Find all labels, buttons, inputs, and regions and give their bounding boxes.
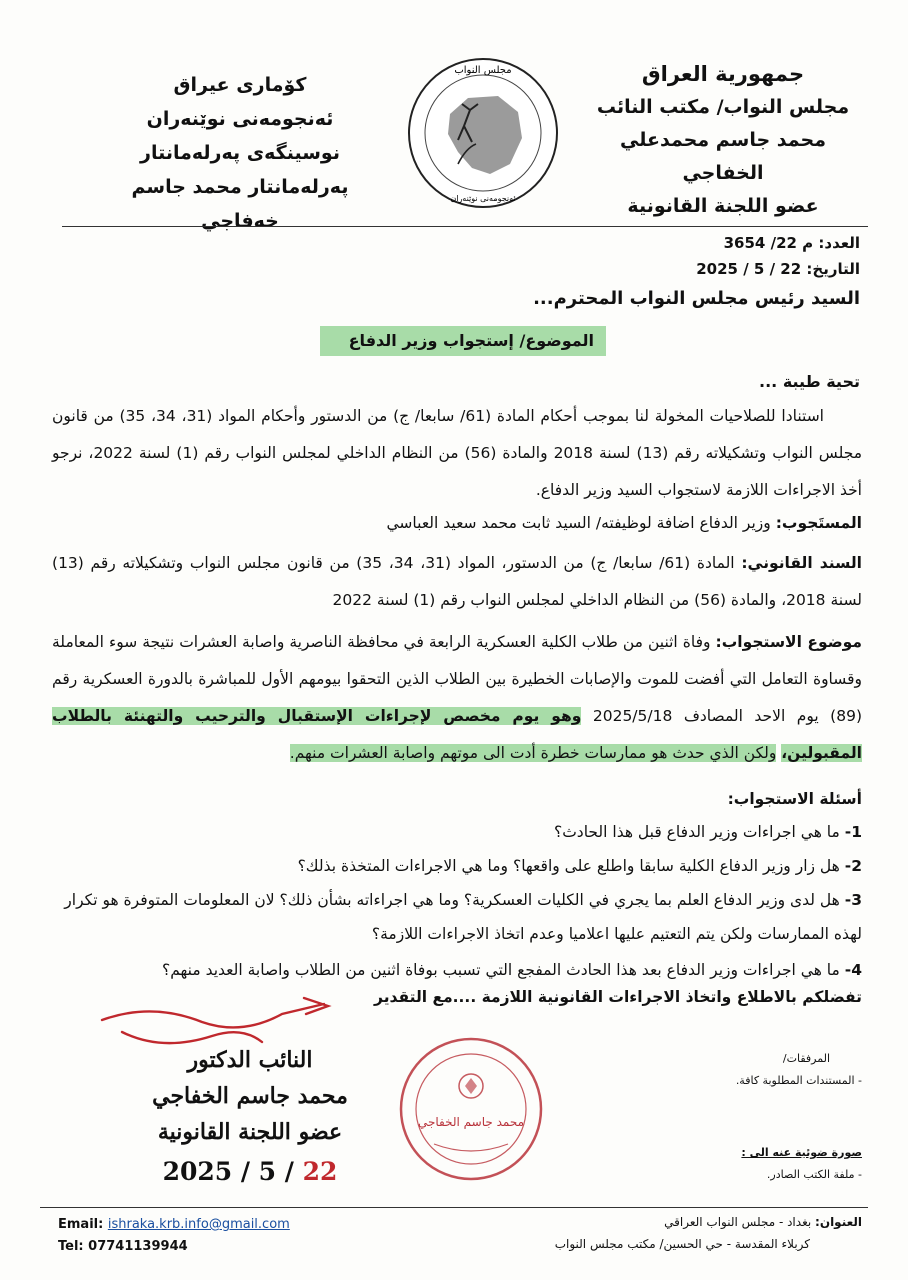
footer-contact xyxy=(58,1214,290,1258)
stamp-name: محمد جاسم الخفاجي xyxy=(417,1115,525,1129)
questions-title: أسئلة الاستجواب: xyxy=(727,790,862,808)
header-mp-name: محمد جاسم محمدعلي الخفاجي xyxy=(620,129,826,184)
address-line-1: بغداد - مجلس النواب العراقي xyxy=(664,1215,812,1229)
question-2 xyxy=(52,849,862,883)
question-text: هل زار وزير الدفاع الكلية سابقا واطلع على واقعها؟ وما هي الاجراءات المتخذة بذلك؟ xyxy=(297,857,840,875)
attachments-label: المرفقات/ xyxy=(782,1052,830,1065)
question-number: 4- xyxy=(844,961,862,979)
question-text: ما هي اجراءات وزير الدفاع بعد هذا الحادث المفجع التي تسبب بوفاة اثنين من الطلاب واصابة العديد منهم؟ xyxy=(161,961,840,979)
signature-date-printed: 2025 / 5 / xyxy=(162,1157,294,1186)
topic-text-2: ولكن الذي حدث هو ممارسات خطرة أدت الى موتهم واصابة العشرات منهم. xyxy=(289,744,777,762)
signature-date-handwritten: 22 xyxy=(302,1157,338,1186)
header-ku-country: كۆماری عیراق xyxy=(173,74,307,96)
email-link[interactable]: ishraka.krb.info@gmail.com xyxy=(107,1217,290,1232)
header-divider xyxy=(62,226,868,227)
ref-number xyxy=(724,234,860,252)
signer-title: النائب الدكتور xyxy=(187,1047,313,1073)
topic-paragraph xyxy=(52,624,862,772)
header-ku-office: نوسینگەی پەرلەمانتار xyxy=(140,142,340,164)
signature-block xyxy=(120,1042,380,1190)
address-label: العنوان: xyxy=(815,1215,862,1229)
legal-label: السند القانوني: xyxy=(741,554,862,572)
question-text: هل لدى وزير الدفاع العلم بما يجري في الكليات العسكرية؟ وما هي اجراءاته بشأن ذلك؟ لان المعلومات المتوفرة هو تكرار لهذه الممارسات ولكن يتم التعتيم عليها اعلاميا وعدم اتخاذ الاجراءات اللازمة؟ xyxy=(64,891,862,943)
header-committee: عضو اللجنة القانونية xyxy=(627,195,819,217)
addressee: السيد رئيس مجلس النواب المحترم... xyxy=(533,288,860,309)
topic-text-1: وفاة اثنين من طلاب الكلية العسكرية الرابعة في محافظة الناصرية واصابة العشرات نتيجة سوء المعاملة وقساوة التعامل التي أفضت للموت والإصابات الخطيرة بين الطلاب الذين التحقوا بيومهم الأول للمباشرة بالدورة العسكرية رقم (89) يوم الاحد المصادف 2025/5/18 xyxy=(52,633,862,725)
header-office: مجلس النواب/ مكتب النائب xyxy=(596,96,850,118)
legal-text: المادة (61/ سابعا/ ج) من الدستور، المواد (31، 34، 35) من قانون مجلس النواب وتشكيلاته رقم (13) لسنة 2018، والمادة (56) من النظام الداخلي لمجلس النواب رقم (1) لسنة 2022 xyxy=(52,554,862,609)
ref-number-label: العدد: xyxy=(818,234,860,252)
logo-top-text: مجلس النواب xyxy=(454,65,512,76)
topic-highlight: وهو يوم مخصص لإجراءات الإستقبال والترحيب والتهنئة بالطلاب المقبولين، xyxy=(52,707,862,762)
official-stamp xyxy=(396,1034,546,1184)
legal-basis xyxy=(52,545,862,619)
signer-name: محمد جاسم الخفاجي xyxy=(152,1083,348,1109)
intro-paragraph: استنادا للصلاحيات المخولة لنا بموجب أحكام المادة (61/ سابعا/ ج) من الدستور وأحكام المواد (31، 34، 35) من قانون مجلس النواب وتشكيلاته رقم (13) لسنة 2018 والمادة (56) من النظام الداخلي لمجلس النواب رقم (1) لسنة 2022، نرجو أخذ الاجراءات اللازمة لاستجواب السيد وزير الدفاع. xyxy=(52,407,863,499)
copy-to-label: صورة ضوئية عنه الى : xyxy=(741,1146,862,1159)
tel-label: Tel: xyxy=(58,1239,84,1254)
greeting: تحية طيبة ... xyxy=(759,372,860,391)
question-number: 2- xyxy=(844,857,862,875)
question-3 xyxy=(52,883,862,951)
logo-bottom-text: ئەنجومەنی نوێنەران xyxy=(450,194,516,203)
respondent-label: المستَجوب: xyxy=(775,514,862,532)
address-line-2: كربلاء المقدسة - حي الحسين/ مكتب مجلس النواب xyxy=(554,1237,810,1251)
email-label: Email: xyxy=(58,1217,104,1232)
respondent-text: وزير الدفاع اضافة لوظيفته/ السيد ثابت محمد سعيد العباسي xyxy=(386,514,771,532)
header-ku-council: ئەنجومەنی نوێنەران xyxy=(146,108,334,130)
ref-date xyxy=(696,260,860,278)
subject-line: الموضوع/ إستجواب وزير الدفاع xyxy=(320,326,606,356)
question-number: 3- xyxy=(844,891,862,909)
attachments-item: - المستندات المطلوبة كافة. xyxy=(735,1074,862,1087)
footer-divider xyxy=(40,1207,868,1208)
question-text: ما هي اجراءات وزير الدفاع قبل هذا الحادث؟ xyxy=(553,823,840,841)
ref-number-value: م 22/ 3654 xyxy=(723,234,814,252)
question-1 xyxy=(52,815,862,849)
footer-address xyxy=(555,1211,862,1255)
ref-date-value: 22 / 5 / 2025 xyxy=(696,260,802,278)
question-number: 1- xyxy=(844,823,862,841)
respondent-line xyxy=(52,505,862,542)
header-arabic xyxy=(578,58,868,223)
copy-to-item: - ملفة الكتب الصادر. xyxy=(766,1168,862,1181)
signer-role: عضو اللجنة القانونية xyxy=(157,1119,343,1145)
topic-label: موضوع الاستجواب: xyxy=(715,633,862,651)
closing-line: تفضلكم بالاطلاع واتخاذ الاجراءات القانونية اللازمة ....مع التقدير xyxy=(374,988,862,1006)
header-kurdish xyxy=(90,68,390,238)
signature-date xyxy=(120,1154,380,1190)
parliament-logo xyxy=(406,56,560,210)
ref-date-label: التاريخ: xyxy=(806,260,860,278)
question-4 xyxy=(52,953,862,987)
header-ku-mp: پەرلەمانتار محمد جاسم خەفاجي xyxy=(131,176,349,232)
tel-value: 07741139944 xyxy=(88,1239,188,1254)
header-country: جمهورية العراق xyxy=(641,62,805,86)
